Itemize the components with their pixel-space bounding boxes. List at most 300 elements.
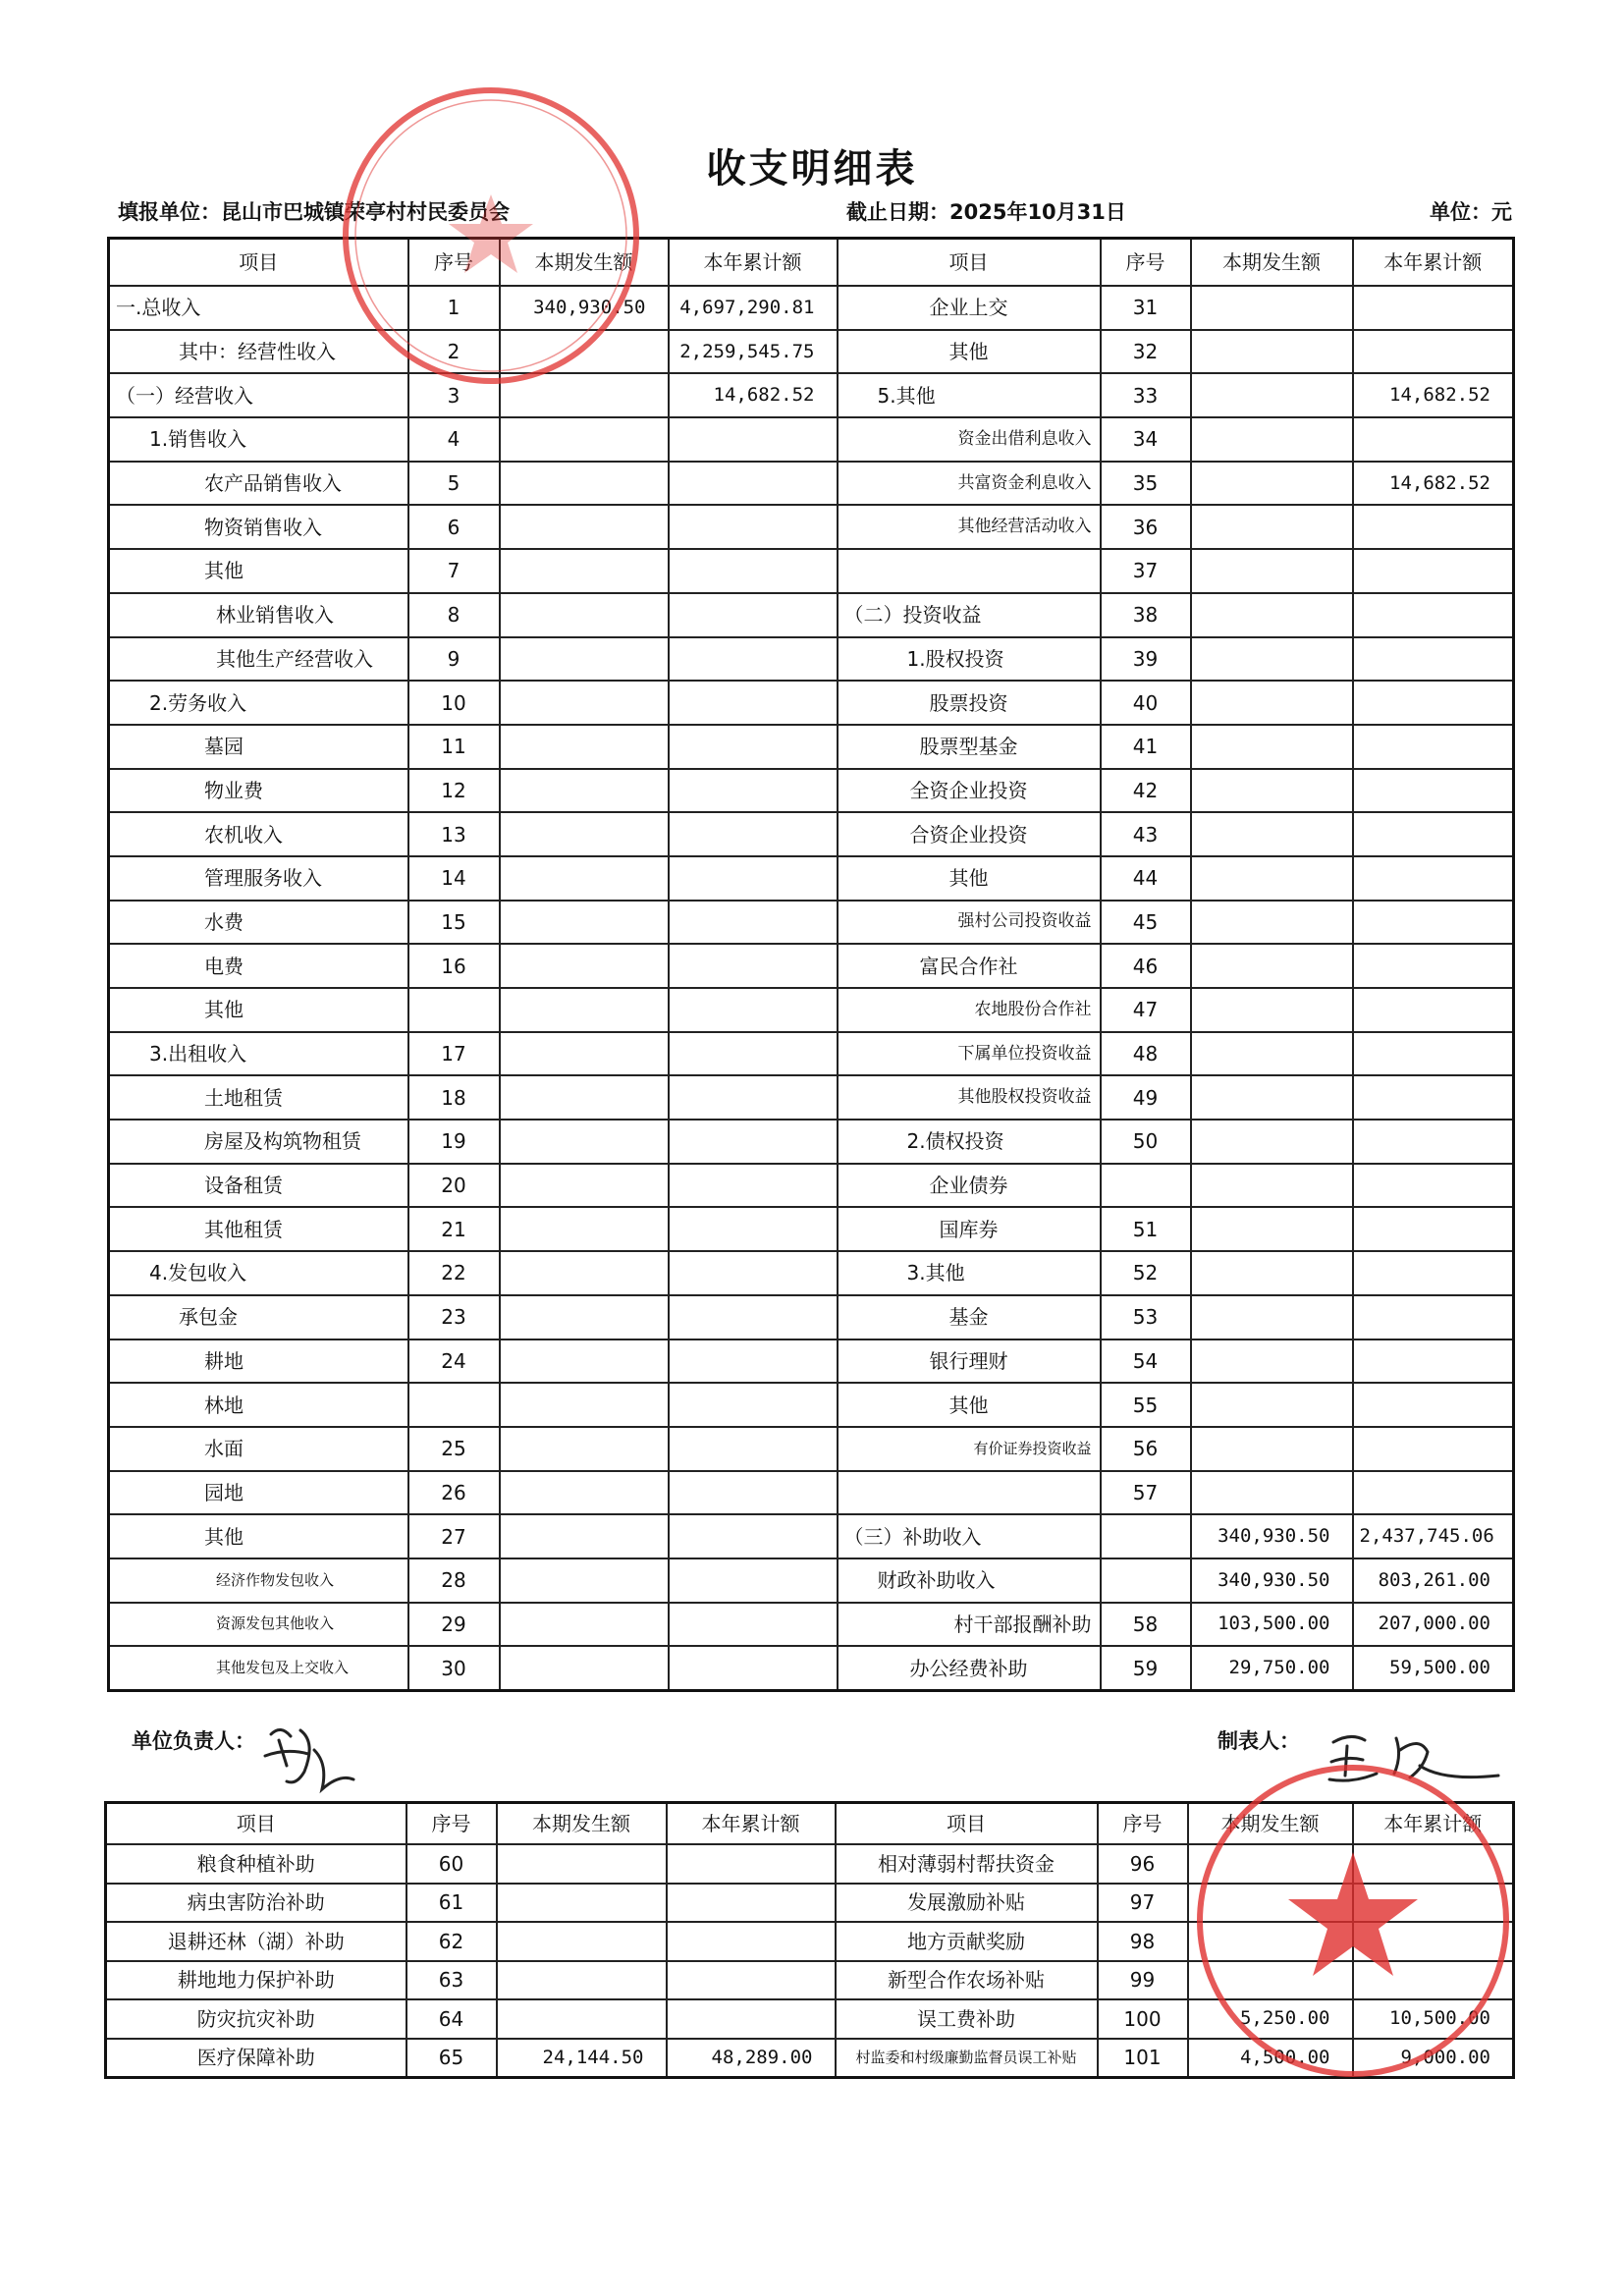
period-amount [1191, 856, 1353, 901]
item-name: 其中：经营性收入 [109, 330, 408, 374]
ytd-amount [1353, 681, 1514, 725]
table-row [109, 1427, 1514, 1471]
item-name: 股票投资 [838, 681, 1101, 725]
item-seq: 31 [1101, 286, 1191, 330]
period-amount [1191, 417, 1353, 462]
item-seq: 58 [1101, 1603, 1191, 1647]
ytd-amount: 14,682.52 [1353, 373, 1514, 417]
period-amount [500, 812, 669, 856]
item-name: （一）经营收入 [109, 373, 408, 417]
period-amount: 4,500.00 [1188, 2039, 1353, 2078]
table-row [109, 462, 1514, 506]
item-name: 其他发包及上交收入 [109, 1646, 408, 1690]
table-row [109, 1251, 1514, 1295]
period-amount [500, 1514, 669, 1558]
item-seq: 55 [1101, 1383, 1191, 1427]
item-name: 物业费 [109, 769, 408, 813]
period-amount [1191, 769, 1353, 813]
period-amount [1191, 812, 1353, 856]
item-seq: 44 [1101, 856, 1191, 901]
item-seq: 36 [1101, 505, 1191, 549]
item-name: 物资销售收入 [109, 505, 408, 549]
item-name: 误工费补助 [836, 1999, 1098, 2039]
item-name: 退耕还林（湖）补助 [106, 1922, 406, 1961]
column-header: 序号 [408, 239, 500, 287]
ytd-amount [669, 901, 838, 945]
ytd-amount [1353, 901, 1514, 945]
period-amount [1191, 549, 1353, 593]
period-amount: 5,250.00 [1188, 1999, 1353, 2039]
ytd-amount [669, 462, 838, 506]
unit-head-label: 单位负责人： [132, 1729, 255, 1753]
item-seq: 25 [408, 1427, 500, 1471]
item-name: 林业销售收入 [109, 593, 408, 637]
period-amount [1191, 1251, 1353, 1295]
ytd-amount [1353, 330, 1514, 374]
item-name: 其他 [838, 856, 1101, 901]
period-amount [500, 681, 669, 725]
period-amount [1191, 637, 1353, 682]
item-name: 2.劳务收入 [109, 681, 408, 725]
item-name: 5.其他 [838, 373, 1101, 417]
item-seq: 101 [1098, 2039, 1188, 2078]
item-seq: 21 [408, 1207, 500, 1251]
ytd-amount [669, 1558, 838, 1603]
ytd-amount [1353, 1339, 1514, 1384]
item-name: 1.股权投资 [838, 637, 1101, 682]
item-name: 防灾抗灾补助 [106, 1999, 406, 2039]
item-name: 办公经费补助 [838, 1646, 1101, 1690]
table-row [109, 1646, 1514, 1690]
item-name: 粮食种植补助 [106, 1844, 406, 1884]
item-seq: 18 [408, 1075, 500, 1120]
item-seq: 23 [408, 1295, 500, 1339]
table-row [109, 1075, 1514, 1120]
table-row [109, 1120, 1514, 1164]
period-amount [1191, 593, 1353, 637]
period-amount [497, 1999, 667, 2039]
item-name: 水面 [109, 1427, 408, 1471]
item-name: 资金出借利息收入 [838, 417, 1101, 462]
period-amount: 340,930.50 [500, 286, 669, 330]
item-name: 4.发包收入 [109, 1251, 408, 1295]
item-seq: 30 [408, 1646, 500, 1690]
table-row [109, 812, 1514, 856]
supervision-committee-stamp [1186, 1754, 1520, 2088]
column-header: 序号 [1098, 1803, 1188, 1845]
item-name: 相对薄弱村帮扶资金 [836, 1844, 1098, 1884]
ytd-amount [669, 1251, 838, 1295]
table-row [109, 725, 1514, 769]
item-seq: 27 [408, 1514, 500, 1558]
ytd-amount [1353, 1032, 1514, 1076]
item-name: 耕地地力保护补助 [106, 1961, 406, 2000]
item-seq: 65 [406, 2039, 497, 2078]
ytd-amount [1353, 1207, 1514, 1251]
item-name: 1.销售收入 [109, 417, 408, 462]
item-name: 企业债券 [838, 1164, 1101, 1208]
item-name: 耕地 [109, 1339, 408, 1384]
item-name: 林地 [109, 1383, 408, 1427]
ytd-amount [669, 1646, 838, 1690]
item-seq: 60 [406, 1844, 497, 1884]
period-amount [500, 901, 669, 945]
ytd-amount [667, 1844, 836, 1884]
period-amount [1191, 1427, 1353, 1471]
period-amount [500, 944, 669, 988]
item-seq: 6 [408, 505, 500, 549]
unit-head-signature [257, 1721, 365, 1799]
item-name: 新型合作农场补贴 [836, 1961, 1098, 2000]
item-name: 银行理财 [838, 1339, 1101, 1384]
item-seq: 46 [1101, 944, 1191, 988]
table-row [109, 1164, 1514, 1208]
column-header: 本期发生额 [1188, 1803, 1353, 1845]
item-seq: 100 [1098, 1999, 1188, 2039]
item-name: 设备租赁 [109, 1164, 408, 1208]
item-seq: 97 [1098, 1884, 1188, 1923]
item-seq: 63 [406, 1961, 497, 2000]
ytd-amount: 59,500.00 [1353, 1646, 1514, 1690]
ytd-amount [1353, 637, 1514, 682]
item-seq: 47 [1101, 988, 1191, 1032]
item-name: 土地租赁 [109, 1075, 408, 1120]
table-row [109, 1558, 1514, 1603]
period-amount [1191, 988, 1353, 1032]
ytd-amount [669, 944, 838, 988]
ytd-amount [669, 637, 838, 682]
ytd-amount [669, 1514, 838, 1558]
ytd-amount [669, 1383, 838, 1427]
column-header: 项目 [109, 239, 408, 287]
item-name: 电费 [109, 944, 408, 988]
item-seq: 3 [408, 373, 500, 417]
ytd-amount: 9,000.00 [1353, 2039, 1514, 2078]
ytd-amount [667, 1961, 836, 2000]
period-amount [1191, 1295, 1353, 1339]
period-amount [500, 1646, 669, 1690]
item-name: 医疗保障补助 [106, 2039, 406, 2078]
period-amount [500, 1558, 669, 1603]
period-amount [500, 1075, 669, 1120]
table-row [109, 769, 1514, 813]
item-name: 村干部报酬补助 [838, 1603, 1101, 1647]
period-amount [500, 505, 669, 549]
ytd-amount [1353, 549, 1514, 593]
period-amount [1191, 1339, 1353, 1384]
item-name: 基金 [838, 1295, 1101, 1339]
table-row [109, 988, 1514, 1032]
period-amount [1191, 1164, 1353, 1208]
table-row [109, 1032, 1514, 1076]
ytd-amount [1353, 1471, 1514, 1515]
ytd-amount [1353, 856, 1514, 901]
period-amount: 29,750.00 [1191, 1646, 1353, 1690]
ytd-amount [669, 812, 838, 856]
column-header: 项目 [838, 239, 1101, 287]
ytd-amount [1353, 1251, 1514, 1295]
item-seq: 64 [406, 1999, 497, 2039]
table-row [109, 417, 1514, 462]
period-amount [500, 1427, 669, 1471]
period-amount [500, 549, 669, 593]
item-seq: 57 [1101, 1471, 1191, 1515]
ytd-amount [669, 1339, 838, 1384]
ytd-amount [669, 856, 838, 901]
item-name: 墓园 [109, 725, 408, 769]
item-seq: 32 [1101, 330, 1191, 374]
item-seq: 61 [406, 1884, 497, 1923]
period-amount [1191, 1120, 1353, 1164]
item-name: 经济作物发包收入 [109, 1558, 408, 1603]
period-amount [1191, 373, 1353, 417]
ytd-amount: 14,682.52 [669, 373, 838, 417]
ytd-amount [667, 1999, 836, 2039]
ytd-amount [669, 1207, 838, 1251]
period-amount [1191, 330, 1353, 374]
ytd-amount [667, 1884, 836, 1923]
column-header: 本年累计额 [1353, 239, 1514, 287]
ytd-amount [1353, 1075, 1514, 1120]
item-seq: 20 [408, 1164, 500, 1208]
period-amount [1191, 725, 1353, 769]
period-amount [497, 1884, 667, 1923]
item-name: （二）投资收益 [838, 593, 1101, 637]
item-seq: 34 [1101, 417, 1191, 462]
ytd-amount [669, 593, 838, 637]
period-amount [497, 1922, 667, 1961]
period-amount [500, 1295, 669, 1339]
item-seq: 38 [1101, 593, 1191, 637]
item-name: 农机收入 [109, 812, 408, 856]
period-amount [500, 1120, 669, 1164]
item-name: 有价证券投资收益 [838, 1427, 1101, 1471]
item-name: 农地股份合作社 [838, 988, 1101, 1032]
ytd-amount [1353, 944, 1514, 988]
period-amount [1191, 1383, 1353, 1427]
period-amount [1191, 901, 1353, 945]
period-amount: 340,930.50 [1191, 1514, 1353, 1558]
ytd-amount [669, 1471, 838, 1515]
item-seq: 2 [408, 330, 500, 374]
item-seq: 45 [1101, 901, 1191, 945]
period-amount [1191, 1032, 1353, 1076]
table-row [109, 901, 1514, 945]
ytd-amount [1353, 593, 1514, 637]
currency-unit: 单位：元 [1430, 200, 1512, 224]
ytd-amount [1353, 1164, 1514, 1208]
column-header: 本期发生额 [500, 239, 669, 287]
period-amount [1191, 505, 1353, 549]
table-row [109, 549, 1514, 593]
table-row [109, 1339, 1514, 1384]
period-amount [500, 637, 669, 682]
item-seq: 51 [1101, 1207, 1191, 1251]
period-amount [500, 988, 669, 1032]
item-seq: 14 [408, 856, 500, 901]
item-name: 病虫害防治补助 [106, 1884, 406, 1923]
table-row [109, 286, 1514, 330]
period-amount: 340,930.50 [1191, 1558, 1353, 1603]
item-name: 一.总收入 [109, 286, 408, 330]
item-name [838, 1471, 1101, 1515]
ytd-amount: 4,697,290.81 [669, 286, 838, 330]
period-amount [500, 1471, 669, 1515]
column-header: 本年累计额 [1353, 1803, 1514, 1845]
table-row [109, 1603, 1514, 1647]
item-seq: 56 [1101, 1427, 1191, 1471]
ytd-amount [669, 681, 838, 725]
item-seq: 15 [408, 901, 500, 945]
ytd-amount [669, 1032, 838, 1076]
ytd-amount [1353, 1120, 1514, 1164]
column-header: 本年累计额 [667, 1803, 836, 1845]
item-name: 地方贡献奖励 [836, 1922, 1098, 1961]
ytd-amount [669, 1603, 838, 1647]
item-seq: 52 [1101, 1251, 1191, 1295]
period-amount [500, 1032, 669, 1076]
ytd-amount [667, 1922, 836, 1961]
item-seq: 5 [408, 462, 500, 506]
table-row [109, 856, 1514, 901]
table-row [109, 681, 1514, 725]
ytd-amount: 2,259,545.75 [669, 330, 838, 374]
period-amount [497, 1961, 667, 2000]
item-name: 其他经营活动收入 [838, 505, 1101, 549]
ytd-amount [1353, 1427, 1514, 1471]
period-amount [1191, 462, 1353, 506]
column-header: 本期发生额 [1191, 239, 1353, 287]
item-seq: 8 [408, 593, 500, 637]
item-seq [408, 1383, 500, 1427]
item-name: 3.其他 [838, 1251, 1101, 1295]
item-seq: 37 [1101, 549, 1191, 593]
period-amount [500, 417, 669, 462]
period-amount [1191, 681, 1353, 725]
period-amount [500, 1383, 669, 1427]
ytd-amount [1353, 1295, 1514, 1339]
column-header: 项目 [836, 1803, 1098, 1845]
item-name: 管理服务收入 [109, 856, 408, 901]
ytd-amount [669, 1075, 838, 1120]
item-seq: 42 [1101, 769, 1191, 813]
item-seq: 49 [1101, 1075, 1191, 1120]
period-amount [500, 593, 669, 637]
ytd-amount: 14,682.52 [1353, 462, 1514, 506]
item-name: 承包金 [109, 1295, 408, 1339]
item-name: 农产品销售收入 [109, 462, 408, 506]
ytd-amount [669, 1120, 838, 1164]
item-name: 发展激励补贴 [836, 1884, 1098, 1923]
item-name: 其他股权投资收益 [838, 1075, 1101, 1120]
period-amount: 24,144.50 [497, 2039, 667, 2078]
period-amount [500, 1339, 669, 1384]
ytd-amount: 207,000.00 [1353, 1603, 1514, 1647]
period-amount [1191, 1471, 1353, 1515]
period-amount [500, 1164, 669, 1208]
ytd-amount [1353, 725, 1514, 769]
item-seq: 9 [408, 637, 500, 682]
ytd-amount [669, 769, 838, 813]
item-seq: 33 [1101, 373, 1191, 417]
ytd-amount [1353, 286, 1514, 330]
item-seq: 62 [406, 1922, 497, 1961]
item-seq: 35 [1101, 462, 1191, 506]
ytd-amount [669, 417, 838, 462]
period-amount [1191, 944, 1353, 988]
item-name: 下属单位投资收益 [838, 1032, 1101, 1076]
item-name: 全资企业投资 [838, 769, 1101, 813]
item-seq: 11 [408, 725, 500, 769]
item-name: 其他 [109, 988, 408, 1032]
item-name: 其他 [838, 330, 1101, 374]
period-amount [497, 1844, 667, 1884]
item-seq [1101, 1164, 1191, 1208]
period-amount [1191, 1075, 1353, 1120]
period-amount [500, 769, 669, 813]
table-row [109, 1514, 1514, 1558]
item-name: 水费 [109, 901, 408, 945]
item-name: 其他生产经营收入 [109, 637, 408, 682]
period-amount: 103,500.00 [1191, 1603, 1353, 1647]
item-name: 富民合作社 [838, 944, 1101, 988]
item-name: 园地 [109, 1471, 408, 1515]
ytd-amount: 10,500.00 [1353, 1999, 1514, 2039]
item-seq [1101, 1558, 1191, 1603]
table-row [109, 637, 1514, 682]
item-seq: 12 [408, 769, 500, 813]
item-seq: 43 [1101, 812, 1191, 856]
item-seq [1101, 1514, 1191, 1558]
item-seq: 41 [1101, 725, 1191, 769]
item-seq: 19 [408, 1120, 500, 1164]
item-seq: 26 [408, 1471, 500, 1515]
table-row [109, 373, 1514, 417]
item-name: 股票型基金 [838, 725, 1101, 769]
item-seq: 1 [408, 286, 500, 330]
ytd-amount [669, 505, 838, 549]
item-name: 资源发包其他收入 [109, 1603, 408, 1647]
table-row [109, 1295, 1514, 1339]
item-seq: 10 [408, 681, 500, 725]
table-row [109, 1471, 1514, 1515]
item-name [838, 549, 1101, 593]
item-name: （三）补助收入 [838, 1514, 1101, 1558]
item-seq: 98 [1098, 1922, 1188, 1961]
item-seq: 54 [1101, 1339, 1191, 1384]
period-amount [1191, 1207, 1353, 1251]
ytd-amount [669, 1164, 838, 1208]
item-name: 财政补助收入 [838, 1558, 1101, 1603]
period-amount [500, 725, 669, 769]
ytd-amount: 803,261.00 [1353, 1558, 1514, 1603]
period-amount [500, 1603, 669, 1647]
ytd-amount [669, 1427, 838, 1471]
period-amount [500, 856, 669, 901]
item-name: 强村公司投资收益 [838, 901, 1101, 945]
item-seq: 99 [1098, 1961, 1188, 2000]
item-name: 共富资金利息收入 [838, 462, 1101, 506]
page-title: 收支明细表 [706, 146, 918, 191]
ytd-amount [669, 1295, 838, 1339]
ytd-amount [1353, 505, 1514, 549]
ytd-amount [669, 988, 838, 1032]
item-name: 国库券 [838, 1207, 1101, 1251]
item-seq: 29 [408, 1603, 500, 1647]
item-seq: 28 [408, 1558, 500, 1603]
ytd-amount [1353, 769, 1514, 813]
ytd-amount [1353, 988, 1514, 1032]
